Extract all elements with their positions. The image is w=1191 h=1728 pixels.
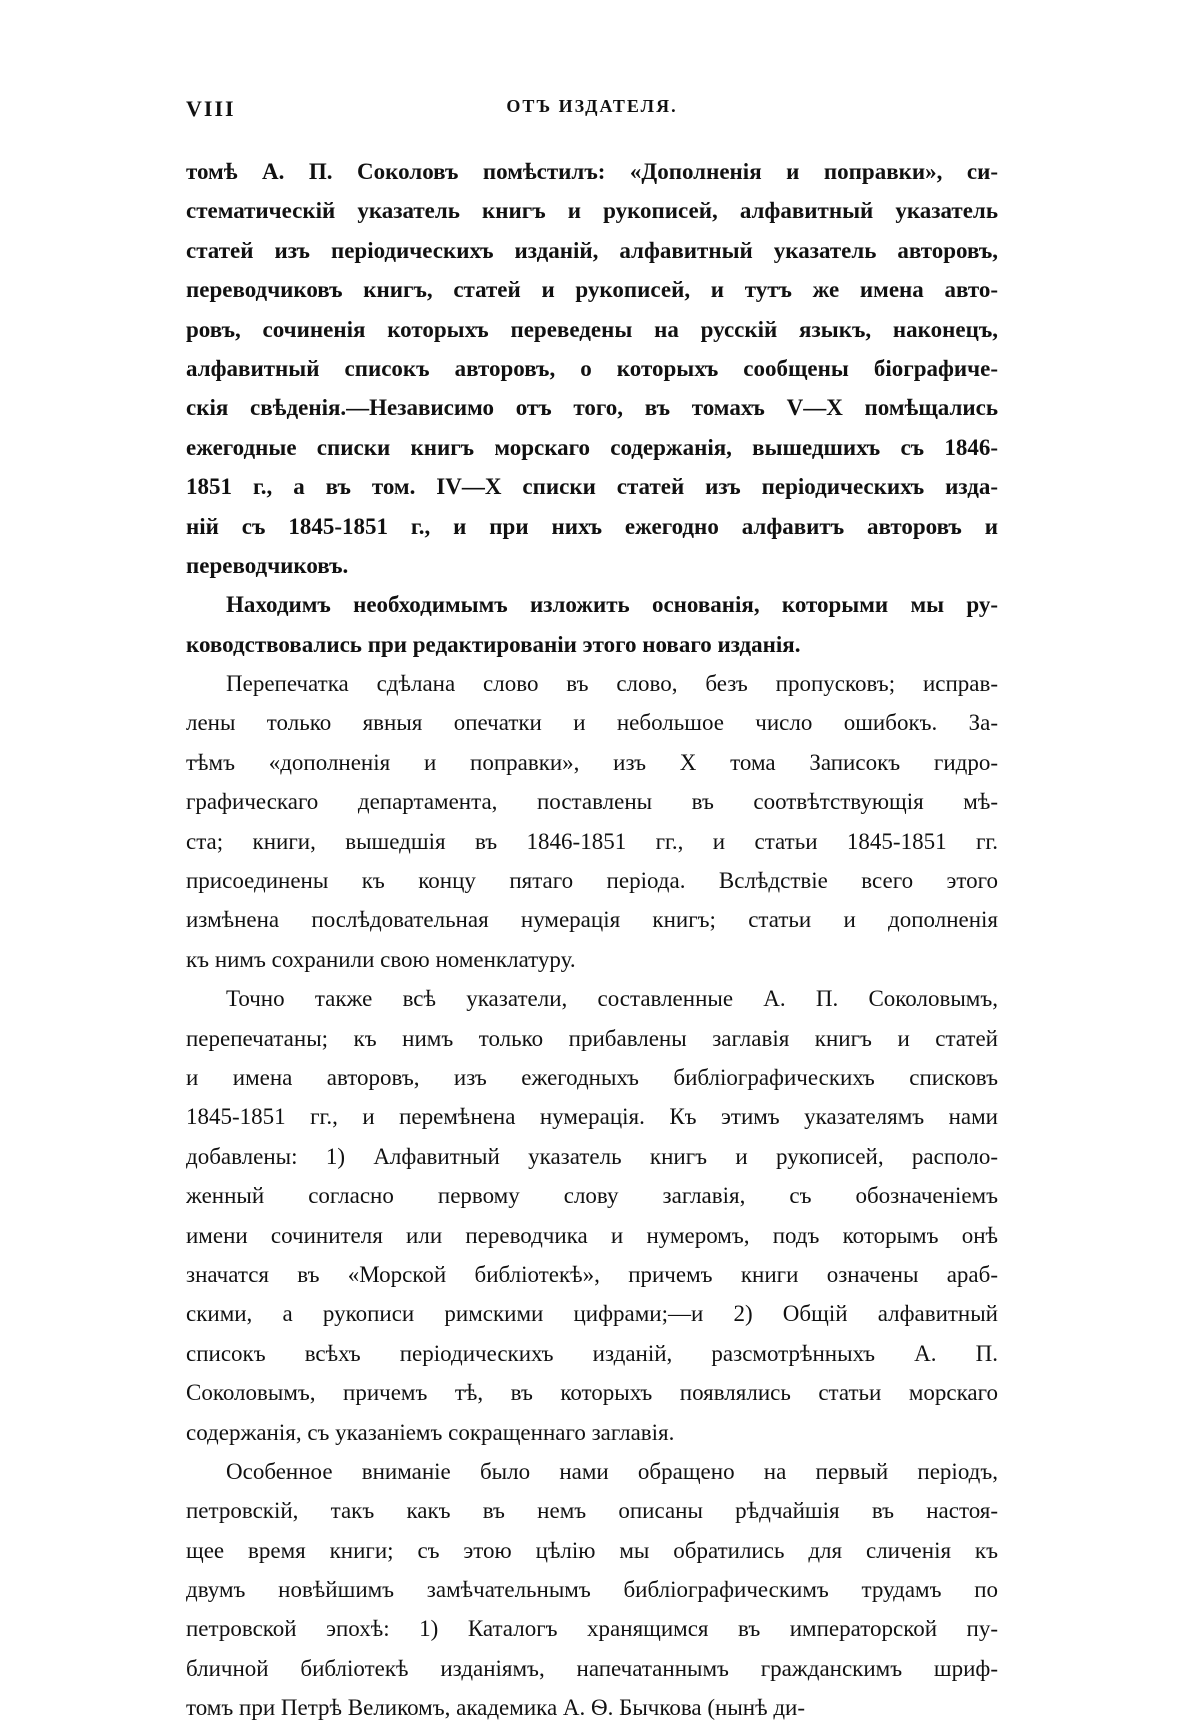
page-number: VIII — [186, 96, 236, 121]
paragraph — [186, 979, 998, 1452]
text-line: добавлены: 1) Алфавитный указатель книгъ и рукописей, располо- — [186, 1143, 998, 1169]
paragraph — [186, 1452, 998, 1728]
text-line: и имена авторовъ, изъ ежегодныхъ библіографическихъ списковъ — [186, 1064, 998, 1090]
text-line: тѣмъ «дополненія и поправки», изъ X тома Записокъ гидро- — [186, 749, 998, 775]
text-line: женный согласно первому слову заглавія, съ обозначеніемъ — [186, 1183, 998, 1209]
text-line: ста; книги, вышедшія въ 1846-1851 гг., и статьи 1845-1851 гг. — [186, 828, 998, 854]
text-line: скими, а рукописи римскими цифрами;—и 2) Общій алфавитный — [186, 1301, 998, 1327]
paragraph — [186, 152, 998, 585]
text-line: ководствовались при редактированіи этого новаго изданія. — [186, 631, 801, 657]
text-line: скія свѣденія.—Независимо отъ того, въ томахъ V—X помѣщались — [186, 395, 998, 421]
text-line: Соколовымъ, причемъ тѣ, въ которыхъ появлялись статьи морскаго — [186, 1380, 998, 1406]
text-line: Перепечатка сдѣлана слово въ слово, безъ пропусковъ; исправ- — [226, 671, 998, 697]
text-line: переводчиковъ книгъ, статей и рукописей, и тутъ же имена авто- — [186, 277, 998, 303]
text-line: петровскій, такъ какъ въ немъ описаны рѣдчайшія въ настоя- — [186, 1498, 998, 1524]
text-line: томъ при Петрѣ Великомъ, академика А. Ѳ. Бычкова (нынѣ ди- — [186, 1695, 806, 1721]
text-line: статей изъ періодическихъ изданій, алфавитный указатель авторовъ, — [186, 237, 998, 263]
text-line: переводчиковъ. — [186, 552, 349, 578]
text-line: графическаго департамента, поставлены въ соотвѣтствующія мѣ- — [186, 789, 998, 815]
text-line: щее время книги; съ этою цѣлію мы обратились для сличенія къ — [186, 1537, 998, 1563]
text-line: ровъ, сочиненія которыхъ переведены на русскій языкъ, наконецъ, — [186, 316, 998, 342]
text-line: лены только явныя опечатки и небольшое число ошибокъ. За- — [186, 710, 998, 736]
running-title: ОТЪ ИЗДАТЕЛЯ. — [506, 96, 678, 116]
text-line: 1845-1851 гг., и перемѣнена нумерація. Къ этимъ указателямъ нами — [186, 1104, 998, 1130]
text-line: перепечатаны; къ нимъ только прибавлены заглавія книгъ и статей — [186, 1025, 998, 1051]
text-line: двумъ новѣйшимъ замѣчательнымъ библіографическимъ трудамъ по — [186, 1577, 998, 1603]
paragraph — [186, 664, 998, 979]
paragraph — [186, 585, 998, 664]
text-line: 1851 г., а въ том. IV—X списки статей изъ періодическихъ изда- — [186, 474, 998, 500]
text-line: томѣ А. П. Соколовъ помѣстилъ: «Дополненія и поправки», си- — [186, 159, 998, 184]
text-line: списокъ всѣхъ періодическихъ изданій, разсмотрѣнныхъ А. П. — [186, 1340, 998, 1366]
text-line: содержанія, съ указаніемъ сокращеннаго заглавія. — [186, 1419, 675, 1445]
text-line: значатся въ «Морской библіотекѣ», причемъ книги означены араб- — [186, 1261, 998, 1287]
text-line: измѣнена послѣдовательная нумерація книгъ; статьи и дополненія — [186, 907, 998, 933]
text-line: бличной библіотекѣ изданіямъ, напечатаннымъ гражданскимъ шриф- — [186, 1655, 998, 1681]
page-header — [186, 96, 998, 128]
text-line: петровской эпохѣ: 1) Каталогъ хранящимся въ императорской пу- — [186, 1616, 998, 1642]
text-line: имени сочинителя или переводчика и нумеромъ, подъ которымъ онѣ — [186, 1222, 998, 1248]
text-line: ежегодные списки книгъ морскаго содержанія, вышедшихъ съ 1846- — [186, 434, 998, 460]
text-line: ній съ 1845-1851 г., и при нихъ ежегодно алфавитъ авторовъ и — [186, 513, 998, 539]
text-line: стематическій указатель книгъ и рукописей, алфавитный указатель — [186, 198, 998, 224]
text-line: къ нимъ сохранили свою номенклатуру. — [186, 946, 576, 972]
text-line: Точно также всѣ указатели, составленные А. П. Соколовымъ, — [226, 986, 998, 1012]
text-line: Находимъ необходимымъ изложить основанія, которыми мы ру- — [226, 592, 998, 618]
text-line: Особенное вниманіе было нами обращено на первый періодъ, — [226, 1458, 998, 1484]
text-line: присоединены къ концу пятаго періода. Вслѣдствіе всего этого — [186, 868, 998, 894]
body-text — [186, 152, 998, 1728]
text-line: алфавитный списокъ авторовъ, о которыхъ сообщены біографиче- — [186, 355, 998, 381]
